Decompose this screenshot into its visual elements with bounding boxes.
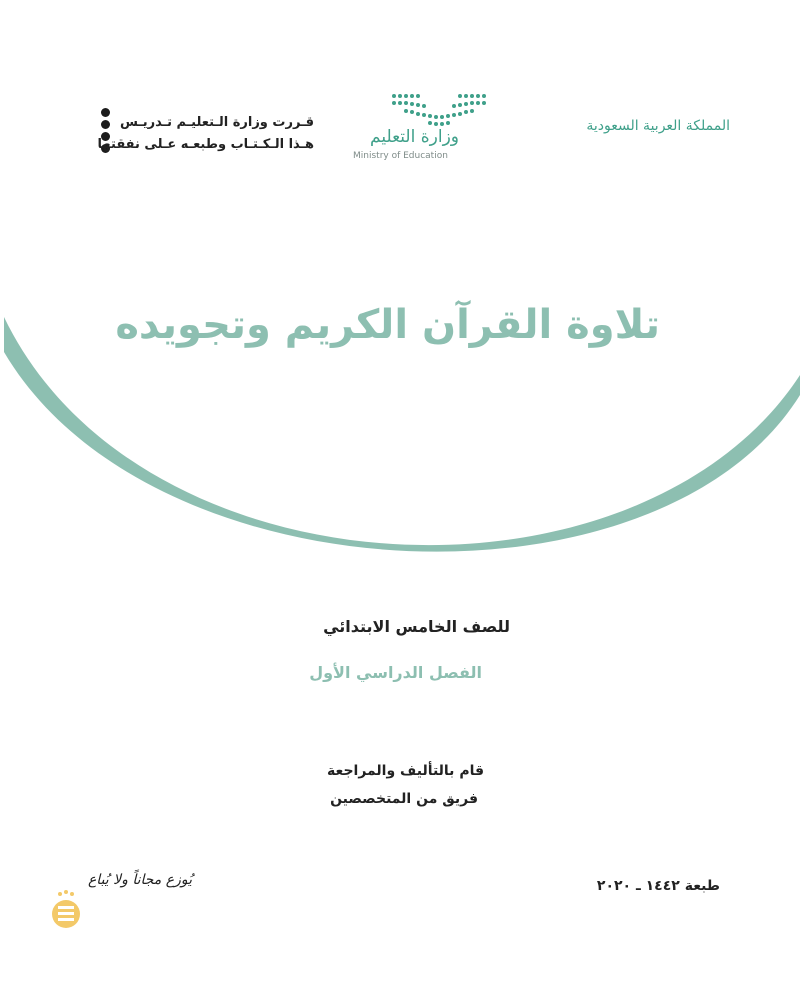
ministry-name-english: Ministry of Education: [353, 151, 448, 161]
distribution-logo-icon: [46, 884, 86, 934]
edition-label: طبعة ١٤٤٢ ـ ٢٠٢٠: [596, 878, 720, 894]
ministry-logo-icon: [390, 92, 490, 128]
semester-label: الفصل الدراسي الأول: [309, 663, 482, 682]
credits-line-2: فريق من المتخصصين: [330, 791, 478, 807]
decree-line-1: قـررت وزارة الـتعليـم تـدريـس: [119, 115, 314, 130]
kingdom-name: المملكة العربية السعودية: [586, 118, 730, 134]
ministry-name-arabic: وزارة التعليم: [370, 127, 459, 147]
decree-line-2: هـذا الـكـتـاب وطبعـه عـلى نفقتها: [97, 137, 314, 152]
ministry-logo: [345, 92, 515, 172]
decree-text: [97, 112, 314, 156]
book-title: تلاوة القرآن الكريم وتجويده: [115, 302, 660, 348]
grade-label: للصف الخامس الابتدائي: [323, 617, 510, 636]
free-distribution-label: يُوزع مجاناً ولا يُباع: [87, 872, 192, 888]
credits-line-1: قام بالتأليف والمراجعة: [327, 763, 484, 779]
